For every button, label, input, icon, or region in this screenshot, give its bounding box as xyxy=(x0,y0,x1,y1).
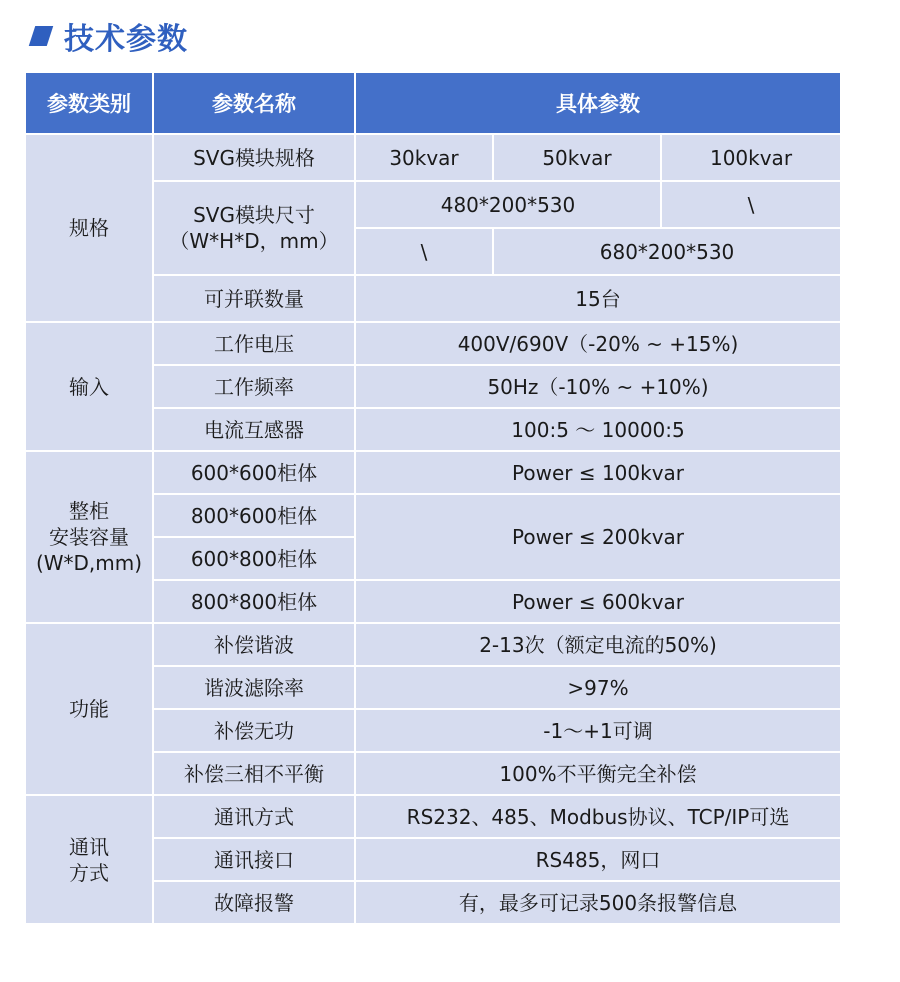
param-name: 通讯接口 xyxy=(154,839,356,882)
title-text: 技术参数 xyxy=(64,22,188,57)
group-line: 安装容量 xyxy=(49,525,129,549)
param-name: 800*800柜体 xyxy=(154,581,356,624)
header-name: 参数名称 xyxy=(154,73,356,135)
param-value: \ xyxy=(662,182,842,229)
table-header-row xyxy=(26,73,842,135)
group-spec: 规格 xyxy=(26,135,154,323)
group-input: 输入 xyxy=(26,323,154,452)
group-function: 功能 xyxy=(26,624,154,796)
param-value: RS232、485、Modbus协议、TCP/IP可选 xyxy=(356,796,842,839)
param-value: 30kvar xyxy=(356,135,494,182)
param-value: 2-13次（额定电流的50%) xyxy=(356,624,842,667)
header-category: 参数类别 xyxy=(26,73,154,135)
group-cabinet xyxy=(26,452,154,624)
param-value: Power ≤ 200kvar xyxy=(356,495,842,581)
param-name: 800*600柜体 xyxy=(154,495,356,538)
param-name: 故障报警 xyxy=(154,882,356,925)
param-name xyxy=(154,182,356,276)
param-value: \ xyxy=(356,229,494,276)
param-name: 补偿无功 xyxy=(154,710,356,753)
param-value: 100:5 ～ 10000:5 xyxy=(356,409,842,452)
param-value: 15台 xyxy=(356,276,842,323)
param-value: 100kvar xyxy=(662,135,842,182)
param-name: SVG模块规格 xyxy=(154,135,356,182)
section-title xyxy=(28,16,188,56)
spec-table xyxy=(26,73,842,925)
param-value: 400V/690V（-20% ~ +15%) xyxy=(356,323,842,366)
table-row xyxy=(26,323,842,366)
table-row xyxy=(26,796,842,839)
group-comm xyxy=(26,796,154,925)
param-name: 工作电压 xyxy=(154,323,356,366)
param-name: 工作频率 xyxy=(154,366,356,409)
param-name: 可并联数量 xyxy=(154,276,356,323)
param-value: 680*200*530 xyxy=(494,229,842,276)
param-name: 补偿三相不平衡 xyxy=(154,753,356,796)
group-line: (W*D,mm) xyxy=(35,551,143,575)
param-value: Power ≤ 100kvar xyxy=(356,452,842,495)
title-marker-icon xyxy=(29,26,53,46)
table-row xyxy=(26,624,842,667)
param-value: >97% xyxy=(356,667,842,710)
param-value: 50kvar xyxy=(494,135,662,182)
param-value: -1～+1可调 xyxy=(356,710,842,753)
param-name: 600*800柜体 xyxy=(154,538,356,581)
param-value: RS485，网口 xyxy=(356,839,842,882)
param-value: 480*200*530 xyxy=(356,182,662,229)
param-name: 600*600柜体 xyxy=(154,452,356,495)
group-line: 整柜 xyxy=(69,499,109,523)
group-line: 方式 xyxy=(69,860,109,885)
table-row xyxy=(26,452,842,495)
param-name: 谐波滤除率 xyxy=(154,667,356,710)
table-row xyxy=(26,135,842,182)
group-line: 通讯 xyxy=(69,834,109,859)
param-name: 通讯方式 xyxy=(154,796,356,839)
param-name: 电流互感器 xyxy=(154,409,356,452)
param-value: 有，最多可记录500条报警信息 xyxy=(356,882,842,925)
param-name-line: SVG模块尺寸 xyxy=(193,203,315,227)
param-name: 补偿谐波 xyxy=(154,624,356,667)
header-value: 具体参数 xyxy=(356,73,842,135)
param-name-line: （W*H*D，mm） xyxy=(169,229,339,253)
param-value: 100%不平衡完全补偿 xyxy=(356,753,842,796)
param-value: Power ≤ 600kvar xyxy=(356,581,842,624)
param-value: 50Hz（-10% ~ +10%) xyxy=(356,366,842,409)
